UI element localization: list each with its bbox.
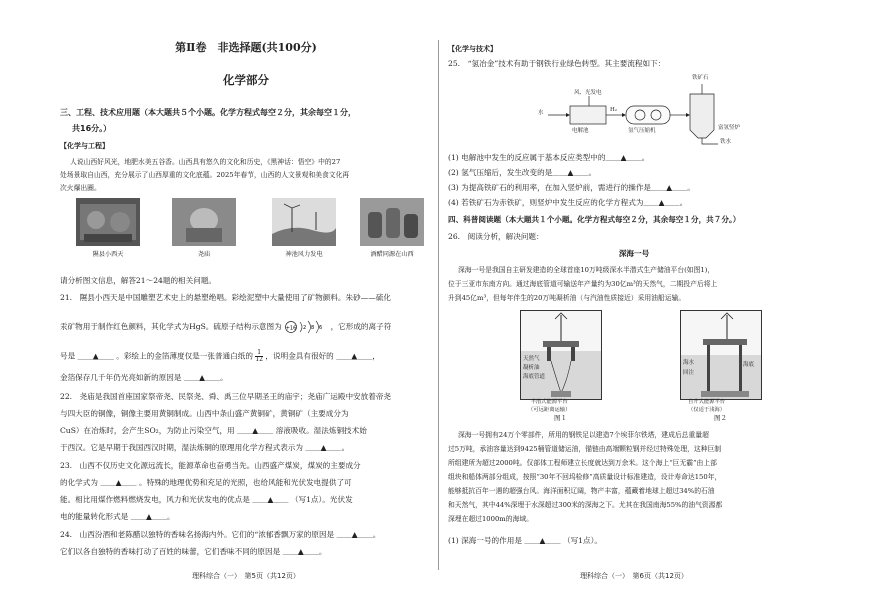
answer-blank[interactable]: ＿＿▲＿＿ bbox=[305, 443, 342, 452]
q24-line-2: 它们以各自独特的香味打动了百姓的味蕾，它们香味不同的原因是 ＿＿▲＿＿。 bbox=[60, 547, 327, 556]
q25-intro: 25. “氢冶金”技术有助于钢铁行业绿色转型。其主要流程如下： bbox=[448, 59, 666, 68]
sulfur-atom-structure-icon bbox=[284, 320, 328, 334]
q21-line-2: 汞矿物用于制作红色颜料，其化学式为HgS。硫原子结构示意图为 +16 2 8 6 ，它形成的离子符 bbox=[60, 320, 432, 334]
q25-2: (2) 氢气压缩后，发生改变的是＿＿▲＿＿。 bbox=[448, 168, 597, 177]
answer-blank[interactable]: ＿＿▲＿＿ bbox=[282, 547, 319, 556]
q22-line-1: 22. 尧庙是我国首座国家祭帝尧、民祭尧、舜、禹三位早期圣王的庙宇；尧庙广运殿中安放着帝尧 bbox=[60, 392, 392, 401]
answer-blank[interactable]: ＿＿▲＿＿ bbox=[100, 478, 137, 487]
photo-caption-2: 尧庙 bbox=[197, 251, 211, 258]
answer-blank[interactable]: ＿＿▲＿＿ bbox=[183, 373, 221, 382]
para2-line-7: 深埋在超过1000m的海域。 bbox=[448, 515, 533, 523]
para2-line-3: 所组建所为超过2000吨。仅部体工程师建立长度就达到万余米。这个海上“巨无霸”由上部 bbox=[448, 459, 717, 467]
answer-blank[interactable]: ＿＿▲＿＿ bbox=[643, 198, 680, 207]
para2-line-4: 组块和船体两部分组成，按照“30年不回坞检修”高质量设计标准建造，设计寿命达150年， bbox=[448, 473, 722, 481]
intro-line-2: 处场景取自山西，充分展示了山西厚重的文化底蕴。2025年春节，山西的人文景观和美食文化再 bbox=[60, 171, 350, 179]
answer-blank[interactable]: ＿＿▲＿＿ bbox=[651, 183, 688, 192]
figure-2-jackup-platform bbox=[680, 310, 762, 400]
left-page bbox=[60, 0, 432, 595]
para2-line-6: 和天然气，其中44%深埋于水深超过300米的深海之下。尤其在我国南海55%的油气资源都 bbox=[448, 501, 723, 509]
volume-title: 第Ⅱ卷 非选择题(共100分) bbox=[175, 41, 317, 54]
q25-3: (3) 为提高铁矿石的利用率，在加入竖炉前，需进行的操作是＿＿▲＿＿。 bbox=[448, 183, 695, 192]
answer-blank[interactable]: ＿＿▲＿＿ bbox=[552, 168, 589, 177]
svg-text:2: 2 bbox=[303, 325, 307, 331]
q22-line-3: CuS）在冶炼时，会产生SO₂，为防止污染空气，用 ＿＿▲＿＿ 溶液吸收。湿法炼铜技术始 bbox=[60, 426, 367, 435]
right-page-footer: 理科综合（一） 第6页（共12页） bbox=[580, 572, 688, 580]
q23-line-1: 23. 山西不仅历史文化源远流长，能源革命也奋勇当先。山西盛产煤炭，煤炭的主要成分 bbox=[60, 461, 361, 470]
flow-electrolyzer: 电解池 bbox=[572, 128, 589, 134]
part-title: 化学部分 bbox=[223, 73, 269, 87]
fig2-label: 图２ bbox=[714, 414, 727, 422]
svg-text:+16: +16 bbox=[285, 325, 297, 332]
hydrogen-metallurgy-flow-diagram bbox=[448, 72, 820, 148]
photo-caption-3: 神池风力发电 bbox=[285, 251, 323, 258]
flow-molten-iron: 铁水 bbox=[720, 139, 732, 145]
q21-line-3: 号是 ＿＿▲＿＿ 。彩绘上的金箔薄度仅是一张普通白纸的 $\frac{1}{12}$ ，说明金具有很好的 ＿＿▲＿＿， bbox=[60, 349, 380, 363]
flow-wind-solar: 风、光发电 bbox=[574, 90, 602, 96]
para1-line-1: 深海一号是我国自主研发建造的全球首座10万吨级深水半潜式生产储油平台(如图1)， bbox=[458, 266, 715, 274]
answer-blank[interactable]: ＿＿▲＿＿ bbox=[252, 495, 289, 504]
chem-engineering-tag: 【化学与工程】 bbox=[60, 142, 109, 150]
flow-water: 水 bbox=[538, 110, 544, 116]
flow-compressor: 氢气压缩机 bbox=[628, 128, 656, 134]
photo-liquor-vinegar bbox=[360, 198, 424, 246]
flow-iron-ore: 铁矿石 bbox=[692, 75, 709, 81]
fig1-pipeline: 海底管道 bbox=[523, 374, 546, 380]
fig2-seabed: 海底 bbox=[743, 362, 755, 368]
photo-wind-power bbox=[272, 198, 336, 246]
answer-blank[interactable]: ＿＿▲＿＿ bbox=[336, 351, 373, 361]
q21-line-1: 21. 隰县小西天是中国雕塑艺术史上的悬塑绝唱。彩绘泥塑中大量使用了矿物颜料。朱砂——硫化 bbox=[60, 293, 392, 302]
q22-line-2: 与四大臣的铜像，铜像主要用黄铜制成。山西中条山盛产黄铜矿，黄铜矿（主要成分为 bbox=[60, 409, 349, 418]
flow-shaft-furnace: 富氢竖炉 bbox=[718, 125, 741, 131]
fig1-condensate: 凝析油 bbox=[523, 365, 540, 371]
right-page bbox=[448, 0, 820, 595]
section-4-heading: 四、科普阅读题（本大题共１个小题。化学方程式每空２分，其余每空１分，共７分。） bbox=[448, 215, 741, 224]
chem-technology-tag: 【化学与技术】 bbox=[448, 45, 497, 53]
q23-line-4: 电的能量转化形式是 ＿＿▲＿＿。 bbox=[60, 512, 175, 521]
flow-h2: H₂ bbox=[610, 107, 618, 113]
fig1-label: 图１ bbox=[554, 414, 567, 422]
q25-1: (1) 电解池中发生的反应属于基本反应类型中的＿＿▲＿＿。 bbox=[448, 153, 650, 162]
answer-blank[interactable]: ＿＿▲＿＿ bbox=[77, 351, 114, 361]
answer-blank[interactable]: ＿＿▲＿＿ bbox=[524, 536, 561, 545]
section-3-heading-cont: 共16分。） bbox=[72, 124, 112, 133]
photo-xiaoxitian bbox=[76, 198, 140, 246]
question-intro: 请分析图文信息，解答21～24题的相关问题。 bbox=[60, 276, 217, 285]
q26-1: (1) 深海一号的作用是 ＿＿▲＿＿ （写1点）。 bbox=[448, 536, 602, 545]
left-page-footer: 理科综合（一） 第5页（共12页） bbox=[192, 572, 300, 580]
para2-line-5: 能够抵抗百年一遇的超强台风。海洋面积辽阔，物产丰富，蕴藏着地球上超过34%的石油 bbox=[448, 487, 715, 495]
para1-line-3: 升到45亿m³，但每年伴生的20万吨凝析油（与汽油性质接近）采用油船运输。 bbox=[448, 294, 686, 302]
svg-text:6: 6 bbox=[319, 325, 323, 331]
page-divider bbox=[438, 40, 439, 570]
photo-yaomiao bbox=[172, 198, 236, 246]
q25-4: (4) 若铁矿石为赤铁矿，则竖炉中发生反应的化学方程式为＿＿▲＿＿。 bbox=[448, 198, 688, 207]
fraction: $\frac{1}{12}$ bbox=[255, 349, 263, 363]
answer-blank[interactable]: ＿＿▲＿＿ bbox=[336, 530, 373, 539]
figure-1-semi-submersible-platform bbox=[520, 310, 602, 400]
answer-blank[interactable]: ＿＿▲＿＿ bbox=[605, 153, 642, 162]
q22-line-4: 于西汉。它是早期于我国西汉时期，湿法炼铜的原理用化学方程式表示为 ＿＿▲＿＿。 bbox=[60, 443, 350, 452]
para1-line-2: 位于三亚市东南方向。通过海底管道可输送年产量约为30亿m³的天然气，二期投产后将上 bbox=[448, 280, 718, 288]
fig1-gas: 天然气 bbox=[523, 356, 540, 362]
para2-line-1: 深海一号拥有24万个零部件，所用的钢铁足以建造7个埃菲尔铁塔，建成后总重量超 bbox=[458, 431, 709, 439]
answer-blank[interactable]: ＿＿▲＿＿ bbox=[237, 426, 274, 435]
intro-line-3: 次火爆出圈。 bbox=[60, 184, 101, 192]
section-3-heading: 三、工程、技术应用题（本大题共５个小题。化学方程式每空２分，其余每空１分， bbox=[60, 108, 356, 117]
article-title: 深海一号 bbox=[618, 249, 650, 258]
q23-line-3: 能。相比用煤作燃料燃烧发电，风力和光伏发电的优点是 ＿＿▲＿＿ （写1点）。光伏发 bbox=[60, 495, 353, 504]
q23-line-2: 的化学式为 ＿＿▲＿＿ 。特殊的地理优势和充足的光照，也给风能和光伏发电提供了可 bbox=[60, 478, 352, 487]
para2-line-2: 过5万吨，承油容量达到9425桶管道储运油，锚链由高端颗粒钢并经过特殊处理，这种巨制 bbox=[448, 445, 722, 453]
fig2-seawater: 海水 bbox=[683, 360, 695, 366]
photo-caption-1: 隰县小西天 bbox=[92, 251, 124, 258]
svg-text:8: 8 bbox=[311, 325, 315, 331]
fig2-caption: 自升式能源平台 （仅适于浅海） bbox=[688, 399, 726, 413]
photo-caption-4: 酒醋同源在山西 bbox=[370, 251, 414, 258]
intro-line-1: 人说山西好风光，地肥水美五谷香。山西具有悠久的文化和历史，《黑神话：悟空》中的27 bbox=[70, 158, 341, 166]
answer-blank[interactable]: ＿＿▲＿＿ bbox=[130, 512, 167, 521]
q24-line-1: 24. 山西汾酒和老陈醋以独特的香味名扬海内外。它们的“浓郁香飘万家的原因是 ＿＿▲＿＿。 bbox=[60, 530, 381, 539]
fig2-reinjection: 回注 bbox=[683, 370, 695, 376]
q26-intro: 26. 阅读分析，解决问题： bbox=[448, 232, 544, 241]
fig1-caption: 半潜式能源平台 （可远距离运输） bbox=[528, 399, 571, 413]
q21-line-4: 金箔保存几千年仍光亮如新的原因是 ＿＿▲＿＿。 bbox=[60, 373, 228, 382]
